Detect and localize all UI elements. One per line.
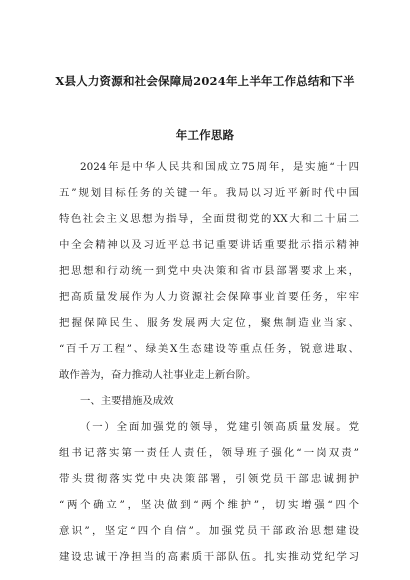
body-line: 把高质量发展作为人力资源社会保障事业首要任务，牢牢 [59,291,359,303]
body-line: 把思想和行动统一到党中央决策和省市县部署要求上来， [59,265,359,277]
body-line: 把握保障民生、服务发展两大定位，聚焦制造业当家、 [59,317,359,329]
body-line: 五”规划目标任务的关键一年。我局以习近平新时代中国 [59,187,359,199]
body-line: 组书记落实第一责任人责任，领导班子强化“一岗双责” [59,447,359,459]
section-heading: 一、主要措施及成效 [80,395,174,407]
body-line: 带头贯彻落实党中央决策部署，引领党员干部忠诚拥护 [59,473,359,485]
body-line: 敢作善为，奋力推动人社事业走上新台阶。 [59,369,257,381]
body-line: 特色社会主义思想为指导，全面贯彻党的XX大和二十届二 [59,213,359,225]
body-line: 建设忠诚干净担当的高素质干部队伍。扎实推动党纪学习 [59,551,359,563]
body-line: 意识”，坚定“四个自信”。加强党员干部政治思想建设 [59,525,359,537]
body-line: （一）全面加强党的领导，党建引领高质量发展。党 [80,421,359,433]
document-title-line-1: X县人力资源和社会保障局2024年上半年工作总结和下半 [55,74,355,88]
document-title-line-2: 年工作思路 [175,128,235,142]
body-line: “两个确立”，坚决做到“两个维护”，切实增强“四个 [59,499,359,511]
body-line: “百千万工程”、绿美X生态建设等重点任务，锐意进取、 [59,343,359,355]
body-line: 2024年是中华人民共和国成立75周年，是实施“十四 [80,161,359,173]
body-line: 中全会精神以及习近平总书记重要讲话重要批示指示精神 [59,239,359,251]
